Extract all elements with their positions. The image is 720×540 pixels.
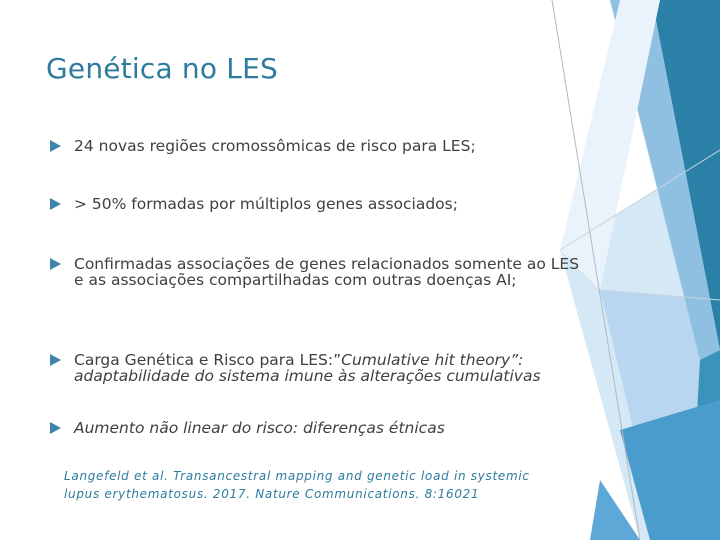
bullet-item bbox=[50, 256, 590, 288]
bullet-item bbox=[50, 196, 458, 212]
bullet-text-italic: Cumulative hit theory”: adaptabilidade do sistema imune às alterações cumulativas bbox=[74, 351, 541, 385]
bullet-item bbox=[50, 352, 590, 384]
slide-title: Genética no LES bbox=[46, 52, 278, 85]
right-triangle-arrow-icon bbox=[50, 140, 61, 152]
citation: Langefeld et al. Transancestral mapping and genetic load in systemic lupus erythematosus. 2017. Nature Communications. 8:16021 bbox=[64, 469, 530, 501]
right-triangle-arrow-icon bbox=[50, 198, 61, 210]
bullet-text: Confirmadas associações de genes relacionados somente ao LES e as associações compartilhadas com outras doenças AI; bbox=[74, 255, 580, 289]
right-triangle-arrow-icon bbox=[50, 422, 61, 434]
right-triangle-arrow-icon bbox=[50, 258, 61, 270]
bullet-text: 24 novas regiões cromossômicas de risco para LES; bbox=[74, 137, 476, 155]
bullet-text: > 50% formadas por múltiplos genes associados; bbox=[74, 195, 458, 213]
bullet-item bbox=[50, 138, 476, 154]
bullet-item bbox=[50, 420, 445, 436]
bullet-text-italic: Aumento não linear do risco: diferenças étnicas bbox=[74, 419, 445, 437]
right-triangle-arrow-icon bbox=[50, 354, 61, 366]
bullet-text: Carga Genética e Risco para LES:” bbox=[74, 351, 342, 369]
